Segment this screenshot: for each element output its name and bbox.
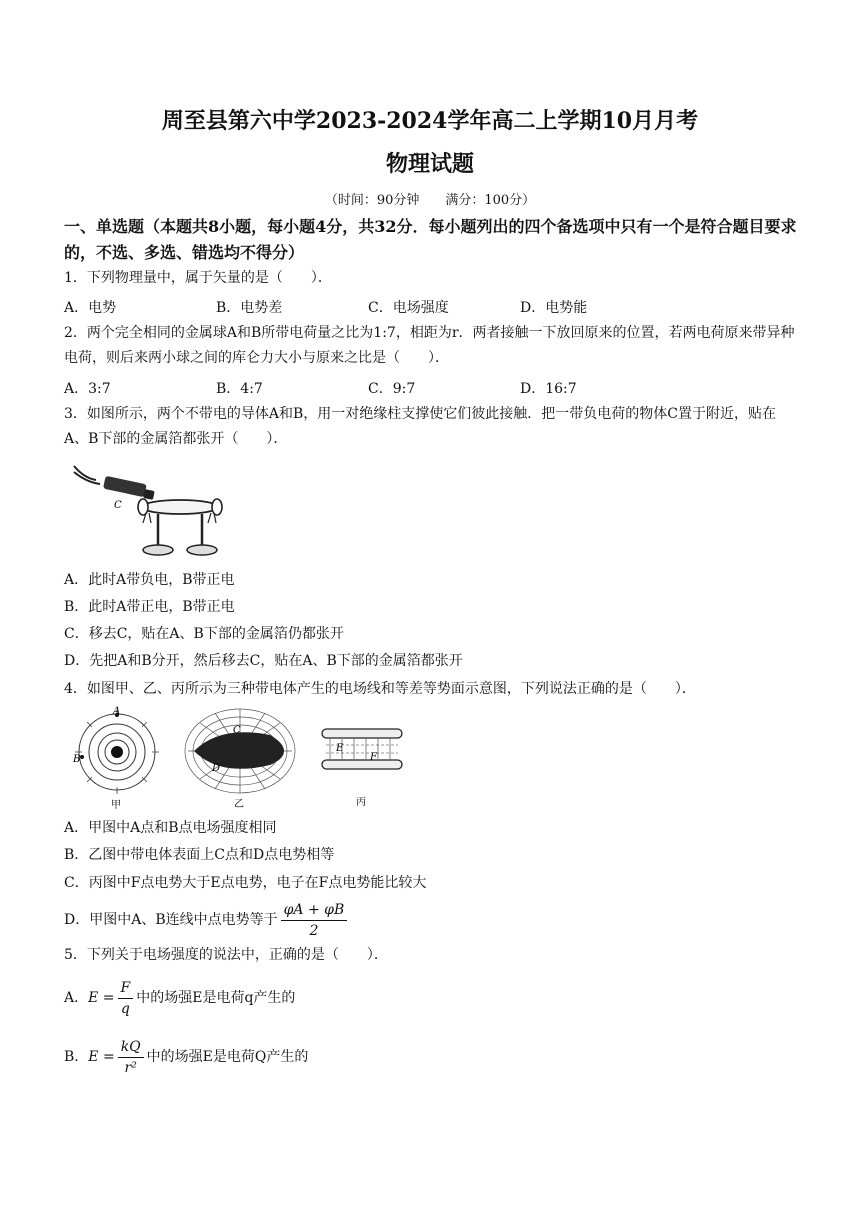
q5-option-b-letter: B． <box>64 1049 89 1065</box>
q5-option-b-lhs: E = <box>88 1049 115 1065</box>
yi-label-d: D <box>212 763 221 774</box>
exam-subtitle: 物理试题 <box>385 151 474 177</box>
q4-option-d <box>64 898 350 942</box>
q4-option-d-text: D．甲图中A、B连线中点电势等于 <box>64 912 278 928</box>
q5-option-a-letter: A． <box>64 990 89 1006</box>
q5-option-a-fraction <box>118 978 134 1019</box>
q5-stem: 5．下列关于电场强度的说法中，正确的是（ ）． <box>64 947 388 963</box>
q3-stem: 3．如图所示，两个不带电的导体A和B，用一对绝缘柱支撑使它们彼此接触．把一带负电荷的物体C置于附近，贴在A、B下部的金属箔都张开（ ）． <box>64 406 777 447</box>
exam-meta: （时间：90分钟 满分：100分） <box>324 193 536 208</box>
q2-option-d: D．16:7 <box>520 381 577 397</box>
yi-label-c: C <box>233 725 241 736</box>
fraction-numerator: kQ <box>118 1037 144 1058</box>
jia-label-a: A <box>113 706 121 717</box>
jia-label-b: B <box>73 754 81 765</box>
q3-figure-label-c: C <box>114 500 122 511</box>
q3-option-d: D．先把A和B分开，然后移去C，贴在A、B下部的金属箔都张开 <box>64 653 463 669</box>
q4-option-a: A．甲图中A点和B点电场强度相同 <box>64 820 277 836</box>
jia-caption: 甲 <box>111 800 121 811</box>
q2-stem: 2．两个完全相同的金属球A和B所带电荷量之比为1:7，相距为r．两者接触一下放回原来的位置，若两电荷原来带异种电荷，则后来两小球之间的库仑力大小与原来之比是（ ）． <box>64 325 795 366</box>
fraction-denominator: 2 <box>309 922 319 939</box>
bing-label-e: E <box>336 743 344 754</box>
q3-conductor-figure <box>70 460 230 565</box>
q2-option-b: B．4:7 <box>216 381 263 397</box>
fraction-denominator: q <box>120 1000 130 1017</box>
q3-option-a: A．此时A带负电，B带正电 <box>64 572 235 588</box>
exam-title: 周至县第六中学2023-2024学年高二上学期10月月考 <box>161 108 699 134</box>
q4-stem: 4．如图甲、乙、丙所示为三种带电体产生的电场线和等差等势面示意图，下列说法正确的是（ ）． <box>64 681 696 697</box>
yi-caption: 乙 <box>234 799 244 810</box>
fraction-denominator: r² <box>124 1059 137 1076</box>
q3-option-c: C．移去C，贴在A、B下部的金属箔仍都张开 <box>64 626 344 642</box>
q3-option-b: B．此时A带正电，B带正电 <box>64 599 235 615</box>
bing-caption: 丙 <box>356 797 366 808</box>
fraction-numerator: F <box>118 978 134 999</box>
q5-option-b-fraction <box>118 1037 144 1078</box>
q1-option-d: D．电势能 <box>520 300 588 316</box>
q2-option-c: C．9:7 <box>368 381 416 397</box>
q1-options <box>64 297 799 317</box>
bing-label-f: F <box>370 752 377 763</box>
q4-figure-yi <box>180 703 300 811</box>
q1-option-c: C．电场强度 <box>368 300 449 316</box>
q5-option-a-text: 中的场强E是电荷q产生的 <box>136 990 296 1006</box>
q1-option-a: A．电势 <box>64 300 117 316</box>
q4-figure-bing <box>318 715 408 810</box>
q1-option-b: B．电势差 <box>216 300 283 316</box>
q4-option-c: C．丙图中F点电势大于E点电势，电子在F点电势能比较大 <box>64 875 427 891</box>
q5-option-a-lhs: E = <box>88 990 115 1006</box>
q5-option-a <box>64 976 295 1020</box>
q4-option-b: B．乙图中带电体表面上C点和D点电势相等 <box>64 847 335 863</box>
q2-option-a: A．3:7 <box>64 381 111 397</box>
q5-option-b-text: 中的场强E是电荷Q产生的 <box>146 1049 309 1065</box>
q5-option-b <box>64 1035 308 1079</box>
q4-option-d-fraction <box>281 900 348 941</box>
q2-options <box>64 378 799 398</box>
q1-stem: 1．下列物理量中，属于矢量的是（ ）． <box>64 270 332 286</box>
q4-figure-jia <box>70 705 170 813</box>
fraction-numerator: φA + φB <box>281 900 348 921</box>
section-heading: 一、单选题（本题共8小题，每小题4分，共32分．每小题列出的四个备选项中只有一个是符合题目要求的，不选、多选、错选均不得分） <box>64 217 797 262</box>
